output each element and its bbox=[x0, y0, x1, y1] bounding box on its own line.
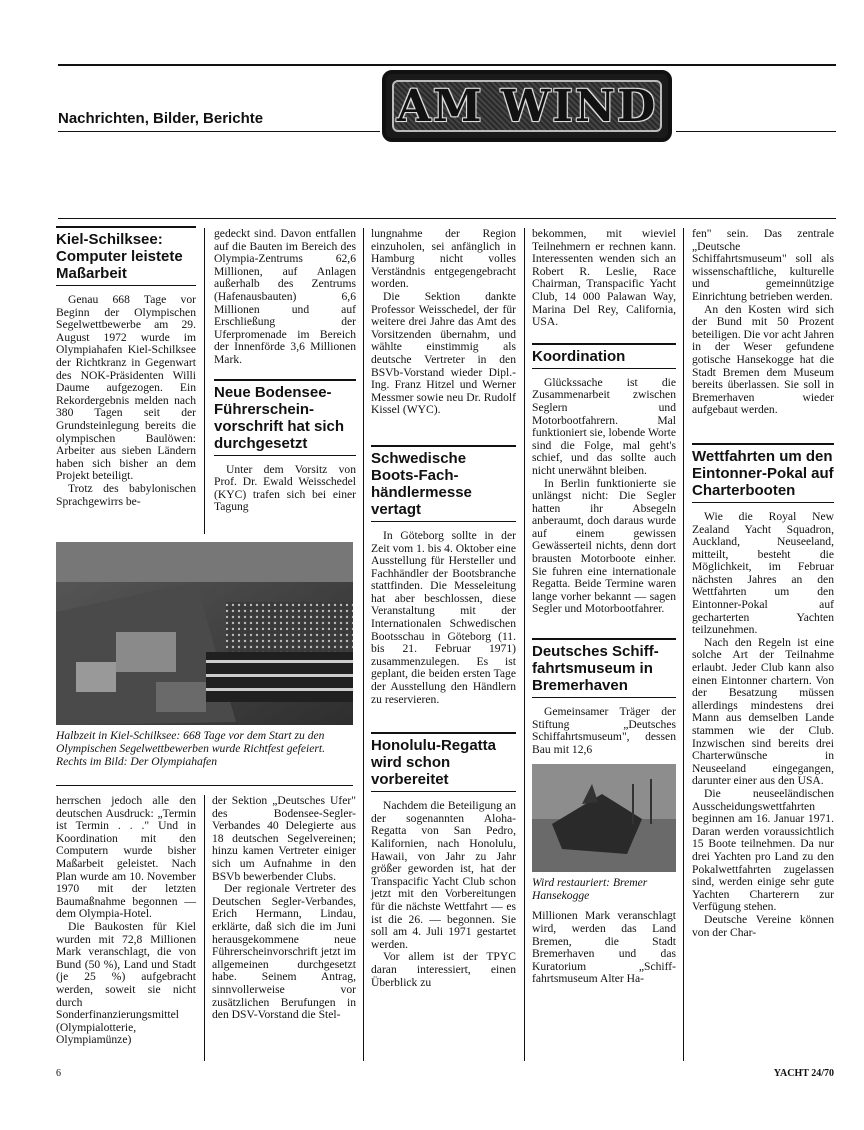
paragraph: Glückssache ist die Zusammenarbeit zwischen Seglern und Motorbootfahrern. Mal funktioniert sie, lobende Worte sind die Folge, mal geht's schief, und das sollte auch nicht unerwähnt bleiben. bbox=[532, 375, 676, 477]
article-kiel-cont2 bbox=[56, 795, 196, 1047]
paragraph: Gemeinsamer Träger der Stiftung „Deutsches Schiffahrtsmuseum", dessen Bau mit 12,6 bbox=[532, 705, 676, 756]
paragraph: Nach den Regeln ist eine solche Art der Teilnahme erlaubt. Jeder Club kann also einen Eintonner chartern. Von der Besatzung müssen allerdings mindestens drei Mann aus demselben Lande stammen wie der Club. Inzwischen sind bereits drei Charterwünsche in Neuseeland eingegangen, darunter einer aus den USA. bbox=[692, 635, 834, 788]
issue-label: YACHT 24/70 bbox=[773, 1068, 834, 1079]
headline-koordination: Koordination bbox=[532, 343, 676, 369]
photo-caption-kogge: Wird restauriert: Bremer Hansekogge bbox=[532, 876, 648, 903]
paragraph: herrschen jedoch alle den deutschen Ausdruck: „Termin ist Termin . . ." Und in Koordination mit den Computern wurde bisher Maßarbeit geleistet. Nach Plan wurde am 10. November 1970 mit der letzten Baumaßnahme begonnen — dem Olympia-Hotel. bbox=[56, 794, 196, 921]
page-number: 6 bbox=[56, 1068, 61, 1079]
paragraph: Die neuseeländischen Ausscheidungswettfahrten beginnen am 16. Januar 1971. Daran werden voraussichtlich 15 Boote teilnehmen. Da nur drei Yachten pro Land zu den Pokalwettfahrten zugelassen sind, werden einige sehr gute Yachten Charterern zur Verfügung stehen. bbox=[692, 786, 834, 914]
top-rule bbox=[58, 64, 836, 66]
col-divider bbox=[524, 228, 525, 1061]
article-bodensee-cont bbox=[212, 795, 356, 1022]
am-wind-logo bbox=[382, 70, 672, 142]
paragraph: Trotz des babylonischen Sprachgewirrs be- bbox=[56, 481, 196, 508]
paragraph: Millionen Mark veranschlagt wird, werden das Land Bremen, die Stadt Bremerhaven und das Kuratorium „Schiff-fahrtsmuseum Alter Ha- bbox=[532, 909, 676, 986]
column-4 bbox=[532, 228, 676, 986]
paragraph: An den Kosten wird sich der Bund mit 50 Prozent beteiligen. Die vor acht Jahren in der Weser gefundene gotische Hansekogge hat die Stadt Bremen dem Museum bereits überlassen. Sie soll in Bremerhaven wieder aufgebaut werden. bbox=[692, 302, 834, 417]
headline-honolulu: Honolulu-Regatta wird schon vorbereitet bbox=[371, 732, 516, 792]
headline-kiel: Kiel-Schilksee: Computer leistete Maßarbeit bbox=[56, 226, 196, 286]
paragraph: Genau 668 Tage vor Beginn der Olympischen Segelwettbewerbe am 29. August 1972 wurde im Olympiahafen Kiel-Schilksee der Richtkranz in Gegenwart des NOK-Präsidenten Willi Daume aufgezogen. Ein Rekordergebnis melden nach 380 Tagen seit der Grundsteinlegung bereits die olympischen Baulöwen: Arbeiter aus sieben Ländern haben sich bisher an dem Projekt beteiligt. bbox=[56, 293, 196, 483]
col-divider bbox=[204, 795, 205, 1061]
paragraph: In Göteborg sollte in der Zeit vom 1. bis 4. Oktober eine Ausstellung für Hersteller und Fachhändler der Bootsbranche stattfinden. Die Messeleitung hat aber beschlossen, diese Veranstaltung mit der Internationalen Schwedischen Bootsschau in Göteborg (11. bis 21. Februar 1971) zusammenzulegen. Es ist geplant, die beiden ersten Tage der Ausstellung den Händlern zu reservieren. bbox=[371, 528, 516, 706]
paragraph: In Berlin funktionierte sie unlängst nicht: Die Segler hatten ihr Absegeln anberaumt, doch daraus wurde auf einem gewissen Gewässerteil nichts, denn dort brausten Motorboote einher. Sie fuhren eine internationale Regatta. Beide Termine waren lange vorher bekannt — sagen Segler und Motorbootfahrer. bbox=[532, 476, 676, 616]
header-bottom-rule bbox=[58, 218, 836, 219]
column-3 bbox=[371, 228, 516, 989]
paragraph: der Sektion „Deutsches Ufer" des Bodensee-Segler-Verbandes 40 Delegierte aus 18 deutschen Segelvereinen; hinzu kamen Vertreter einiger sich um Aufnahme in den BSVb bewerbender Clubs. bbox=[212, 794, 356, 883]
paragraph: bekommen, mit wieviel Teilnehmern er rechnen kann. Interessenten wenden sich an Robert R. Leslie, Race Chairman, Transpacific Yacht Club, 14 000 Palawan Way, Marina Del Rey, California, USA. bbox=[532, 227, 676, 329]
paragraph: fen" sein. Das zentrale „Deutsche Schiffahrtsmuseum" soll als wissenschaftliche, kulturelle und gemeinnützige Einrichtung betrieben werden. bbox=[692, 227, 834, 303]
hansekogge-image bbox=[532, 764, 676, 872]
aerial-harbor-image bbox=[56, 542, 353, 725]
kicker-rule-right bbox=[676, 131, 836, 132]
paragraph: Nachdem die Beteiligung an der sogenannten Aloha-Regatta von San Pedro, Kalifornien, nach Honolulu, Hawaii, von Jahr zu Jahr größer geworden ist, hat der Transpacific Yacht Club schon jetzt mit den Vorbereitungen für die nächste Wettfahrt — es ist die 26. — begonnen. Sie soll am 4. Juli 1971 gestartet werden. bbox=[371, 799, 516, 951]
kiel-schilksee-photo bbox=[56, 542, 353, 725]
col-divider bbox=[204, 228, 205, 534]
section-kicker: Nachrichten, Bilder, Berichte bbox=[58, 110, 264, 127]
kicker-rule bbox=[58, 131, 380, 132]
caption-rule bbox=[56, 785, 353, 786]
headline-eintonner: Wettfahrten um den Eintonner-Pokal auf Charterbooten bbox=[692, 443, 834, 503]
article-kiel-cont bbox=[214, 228, 356, 514]
column-5 bbox=[692, 228, 834, 939]
paragraph: Deutsche Vereine können von der Char- bbox=[692, 912, 834, 939]
paragraph: gedeckt sind. Davon entfallen auf die Bauten im Bereich des Olympia-Zentrums 62,6 Millionen, auf Anlagen außerhalb des Zentrums (Hafenausbauten) 6,6 Millionen und auf Erschließung der Uferpromenade im Bereich der Innenförde 3,6 Millionen Mark. bbox=[214, 227, 356, 366]
article-kiel bbox=[56, 226, 196, 508]
paragraph: Wie die Royal New Zealand Yacht Squadron, Auckland, Neuseeland, mitteilt, besteht die Möglichkeit, im Februar nächsten Jahres an den Wettfahrten um den Eintonner-Pokal auf gecharterten Yachten teilzunehmen. bbox=[692, 509, 834, 637]
headline-schiffahrtsmuseum: Deutsches Schiff-fahrtsmuseum in Bremerhaven bbox=[532, 638, 676, 698]
col-divider bbox=[683, 228, 684, 1061]
paragraph: Der regionale Vertreter des Deutschen Segler-Verbandes, Erich Hermann, Lindau, erklärte, daß sich die im Juni herausgekommene neue Führerscheinvorschrift jetzt im allgemeinen durchgesetzt habe. Seinem Antrag, sinnvollerweise vor zusätzlichen Berufungen in den DSV-Vorstand die Stel- bbox=[212, 882, 356, 1022]
photo-caption-kiel: Halbzeit in Kiel-Schilksee: 668 Tage vor dem Start zu den Olympischen Segelwettbewerben wurde Richtfest gefeiert. Rechts im Bild: Der Olympiahafen bbox=[56, 729, 326, 768]
headline-schweden: Schwedische Boots-Fach-händlermesse vertagt bbox=[371, 445, 516, 522]
paragraph: Unter dem Vorsitz von Prof. Dr. Ewald Weisschedel (KYC) trafen sich bei einer Tagung bbox=[214, 462, 356, 514]
headline-bodensee: Neue Bodensee-Führerschein-vorschrift hat sich durchgesetzt bbox=[214, 379, 356, 456]
col-divider bbox=[363, 228, 364, 1061]
logo-text: AM WIND bbox=[396, 80, 658, 132]
paragraph: lungnahme der Region einzuholen, sei anfänglich in Hamburg nicht volles Verständnis entgegengebracht worden. bbox=[371, 227, 516, 291]
paragraph: Die Sektion dankte Professor Weisschedel, der für weitere drei Jahre das Amt des Vorsitzenden übernahm, und wählte einstimmig als deutsche Vertreter in den BSVb-Vorstand wieder Dipl.-Ing. Franz Hitzel und Werner Messmer sowie neu Dr. Rudolf Kissel (WYC). bbox=[371, 289, 516, 417]
paragraph: Vor allem ist der TPYC daran interessiert, einen Überblick zu bbox=[371, 950, 516, 989]
paragraph: Die Baukosten für Kiel wurden mit 72,8 Millionen Mark veranschlagt, die von Bund (50 %), Land und Stadt (je 25 %) aufgebracht werden, soweit sie nicht durch Sonderfinanzierungsmittel (Olympialotterie, Olympiamünze) bbox=[56, 919, 196, 1047]
hansekogge-photo bbox=[532, 764, 676, 872]
